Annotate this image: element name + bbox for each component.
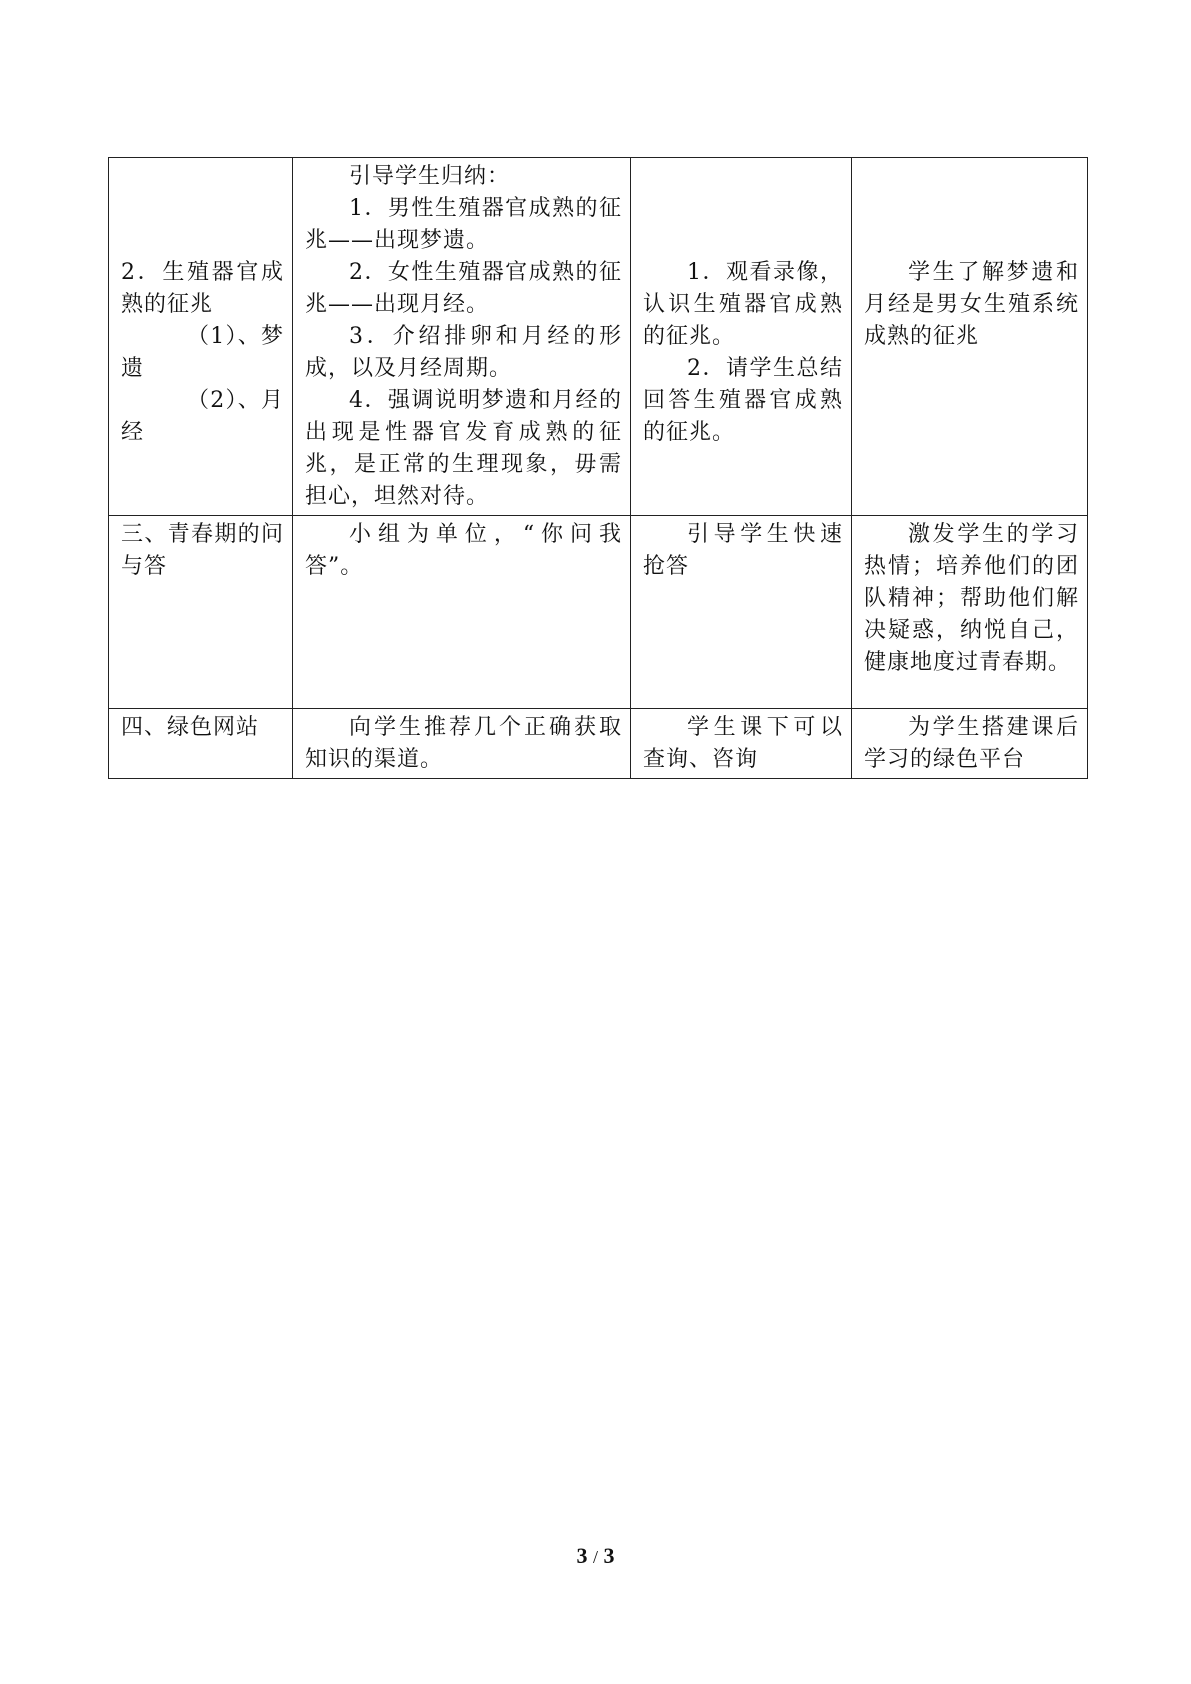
table-cell-purpose [852,709,1088,779]
page-number [0,1543,1191,1569]
cell-spacer [121,161,284,257]
table-cell-student-activity [631,158,852,516]
table-cell-teacher-activity [293,158,631,516]
table-cell-topic [109,158,293,516]
table-cell-student-activity [631,709,852,779]
table-row [109,516,1088,709]
activity-intro: 引导学生归纳： [349,164,511,189]
activity-text: 向学生推荐几个正确获取知识的渠道。 [305,715,622,772]
table-row [109,709,1088,779]
table-cell-student-activity [631,516,852,709]
activity-point: 3．介绍排卵和月经的形成，以及月经周期。 [305,324,622,381]
topic-heading: 2．生殖器官成熟的征兆 [121,260,284,317]
topic-subitem: （1）、梦遗 [121,324,284,381]
table-cell-teacher-activity [293,709,631,779]
page-current: 3 [576,1543,588,1568]
purpose-text: 激发学生的学习热情；培养他们的团队精神；帮助他们解决疑惑，纳悦自己，健康地度过青春期。 [864,522,1079,675]
student-point: 2．请学生总结回答生殖器官成熟的征兆。 [643,356,843,445]
cell-spacer [864,161,1079,257]
table-row [109,158,1088,516]
activity-point: 2．女性生殖器官成熟的征兆——出现月经。 [305,260,622,317]
student-point: 1．观看录像，认识生殖器官成熟的征兆。 [643,260,843,349]
activity-point: 1．男性生殖器官成熟的征兆——出现梦遗。 [305,196,622,253]
student-text: 引导学生快速抢答 [643,522,843,579]
table-cell-teacher-activity [293,516,631,709]
topic-heading: 三、青春期的问与答 [121,522,284,579]
page-total: 3 [603,1543,615,1568]
table-cell-topic [109,709,293,779]
activity-point: 4．强调说明梦遗和月经的出现是性器官发育成熟的征兆，是正常的生理现象，毋需担心，坦然对待。 [305,388,622,509]
table-cell-topic [109,516,293,709]
topic-subitem: （2）、月经 [121,388,284,445]
student-text: 学生课下可以查询、咨询 [643,715,843,772]
activity-text: 小组为单位，“你问我答”。 [305,522,622,579]
purpose-text: 学生了解梦遗和月经是男女生殖系统成熟的征兆 [864,260,1079,349]
table-cell-purpose [852,158,1088,516]
cell-spacer [643,161,843,257]
page-separator: / [592,1547,598,1567]
purpose-text: 为学生搭建课后学习的绿色平台 [864,715,1079,772]
topic-heading: 四、绿色网站 [121,715,260,740]
lesson-plan-table [108,157,1088,779]
table-cell-purpose [852,516,1088,709]
